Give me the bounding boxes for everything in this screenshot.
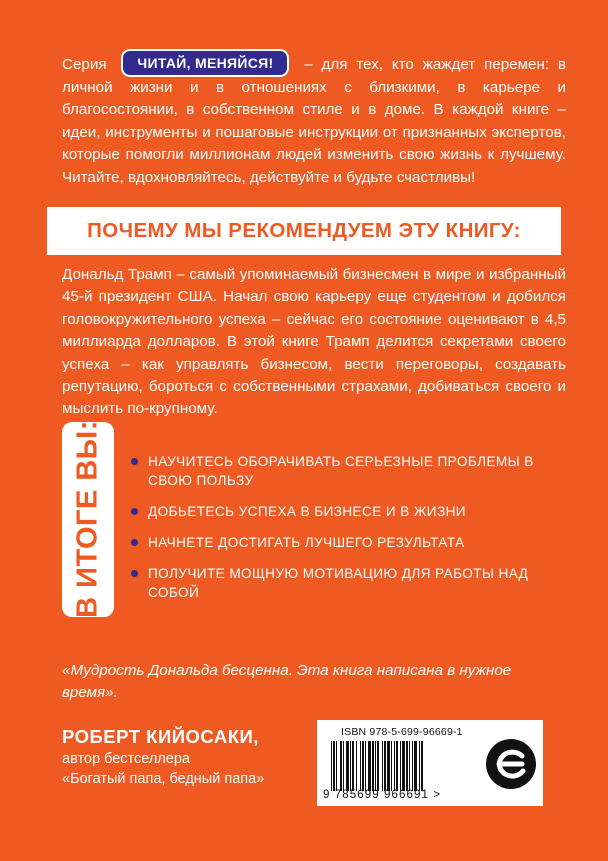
outcome-panel bbox=[62, 422, 114, 617]
barcode-box bbox=[317, 720, 543, 806]
barcode-bar bbox=[409, 741, 410, 791]
barcode-bar bbox=[350, 741, 351, 791]
barcode-digits: 9 785699 966691 > bbox=[323, 789, 442, 801]
author-name: РОБЕРТ КИЙОСАКИ, bbox=[62, 726, 259, 747]
barcode-bar bbox=[352, 741, 354, 791]
barcode-bar bbox=[421, 741, 423, 791]
benefit-text: НАУЧИТЕСЬ ОБОРАЧИВАТЬ СЕРЬЕЗНЫЕ ПРОБЛЕМЫ В СВОЮ ПОЛЬЗУ bbox=[148, 454, 534, 488]
barcode-bar bbox=[336, 741, 337, 791]
barcode-bar bbox=[377, 741, 379, 791]
barcode-bar bbox=[372, 741, 374, 791]
benefit-item bbox=[131, 533, 561, 552]
barcode-bar bbox=[360, 741, 361, 791]
series-prefix: Серия bbox=[62, 56, 107, 73]
barcode-bar bbox=[396, 741, 398, 791]
bullet-icon bbox=[131, 508, 138, 515]
barcode-bar bbox=[406, 741, 408, 791]
isbn-label: ISBN 978-5-699-96669-1 bbox=[341, 726, 463, 738]
barcode-bar bbox=[368, 741, 371, 791]
series-badge: ЧИТАЙ, МЕНЯЙСЯ! bbox=[121, 49, 289, 77]
barcode-bar bbox=[394, 741, 395, 791]
barcode-bar bbox=[331, 741, 332, 791]
barcode-bar bbox=[414, 741, 417, 791]
benefit-text: ПОЛУЧИТЕ МОЩНУЮ МОТИВАЦИЮ ДЛЯ РАБОТЫ НАД СОБОЙ bbox=[148, 566, 529, 600]
barcode-bar bbox=[365, 741, 366, 791]
eksmo-logo-icon bbox=[485, 738, 537, 790]
bullet-icon bbox=[131, 570, 138, 577]
benefit-item bbox=[131, 502, 561, 521]
barcode-bar bbox=[340, 741, 342, 791]
barcode-icon bbox=[331, 741, 477, 791]
series-intro-text: – для тех, кто жаждет перемен: в личной жизни и в отношениях с близкими, в карьере и благосостоянии, в собственном стиле и в доме. В каждой книге – идеи, инструменты и пошаговые инструкции от признанных экспертов, которые помогли миллионам людей изменить свою жизнь к лучшему. Читайте, вдохновляйтесь, действуйте и будьте счастливы! bbox=[62, 56, 566, 186]
barcode-bar bbox=[356, 741, 357, 791]
why-recommend-heading: ПОЧЕМУ МЫ РЕКОМЕНДУЕМ ЭТУ КНИГУ: bbox=[47, 207, 561, 255]
barcode-bar bbox=[387, 741, 390, 791]
benefit-item bbox=[131, 564, 561, 602]
barcode-bar bbox=[343, 741, 344, 791]
barcode-bar bbox=[382, 741, 383, 791]
author-role: автор бестселлера bbox=[62, 751, 190, 767]
series-intro bbox=[62, 49, 566, 189]
outcome-title: В ИТОГЕ ВЫ: bbox=[71, 420, 104, 618]
bullet-icon bbox=[131, 458, 138, 465]
benefit-item bbox=[131, 452, 561, 490]
barcode-bar bbox=[375, 741, 376, 791]
barcode-bar bbox=[412, 741, 413, 791]
benefit-text: ДОБЬЕТЕСЬ УСПЕХА В БИЗНЕСЕ И В ЖИЗНИ bbox=[148, 504, 466, 519]
book-description: Дональд Трамп – самый упоминаемый бизнесмен в мире и избранный 45-й президент США. Начал свою карьеру еще студентом и добился головокружительного успеха – сейчас его состояние оценивают в 4,5 миллиарда долларов. В этой книге Трамп делится секретами своего успеха – как управлять бизнесом, вести переговоры, создавать репутацию, бороться с собственными страхами, добиваться своего и мыслить по-крупному. bbox=[62, 266, 566, 418]
barcode-bar bbox=[400, 741, 401, 791]
barcode-bar bbox=[402, 741, 405, 791]
barcode-bar bbox=[384, 741, 386, 791]
barcode-bar bbox=[333, 741, 335, 791]
barcode-bar bbox=[419, 741, 420, 791]
benefits-list bbox=[131, 452, 561, 614]
barcode-bar bbox=[362, 741, 364, 791]
bullet-icon bbox=[131, 539, 138, 546]
benefit-text: НАЧНЕТЕ ДОСТИГАТЬ ЛУЧШЕГО РЕЗУЛЬТАТА bbox=[148, 535, 465, 550]
testimonial-quote: «Мудрость Дональда бесценна. Эта книга написана в нужное время». bbox=[62, 662, 512, 701]
barcode-bar bbox=[391, 741, 392, 791]
testimonial-author bbox=[62, 725, 302, 789]
barcode-bar bbox=[346, 741, 349, 791]
author-book: «Богатый папа, бедный папа» bbox=[62, 771, 265, 787]
